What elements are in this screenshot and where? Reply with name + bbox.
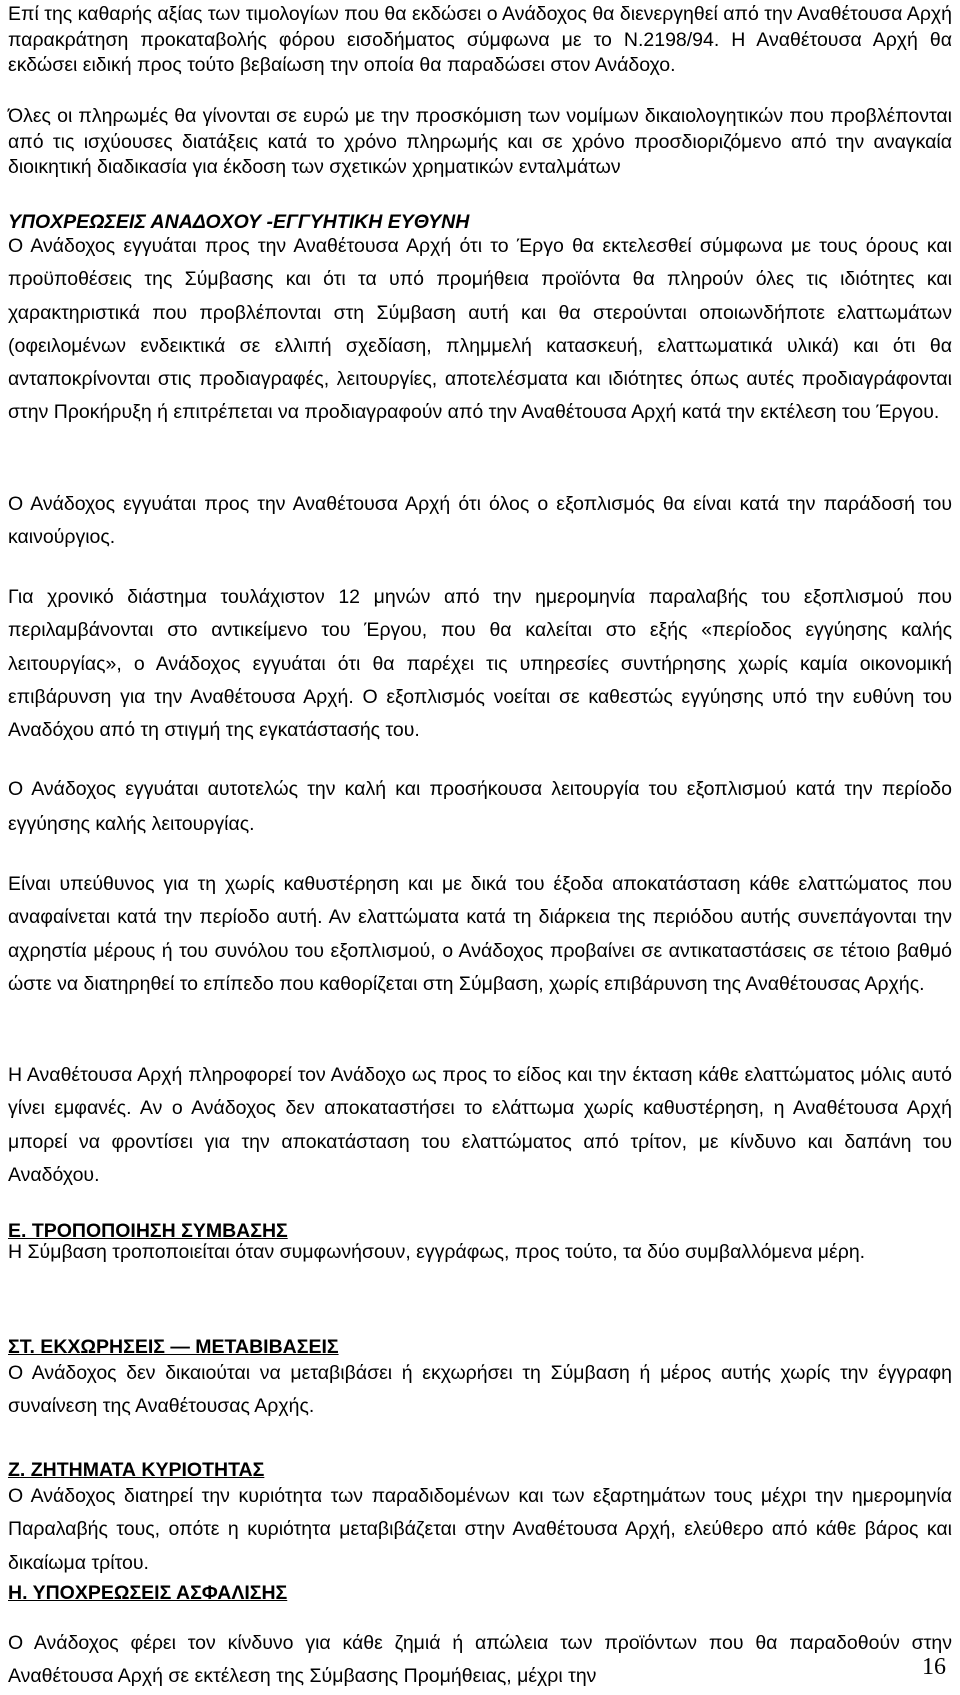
notification-paragraph: Η Αναθέτουσα Αρχή πληροφορεί τον Ανάδοχο ως προς το είδος και την έκταση κάθε ελαττώματος μόλις αυτό γίνει εμφανές. Αν ο Ανάδοχος δεν αποκαταστήσει το ελάττωμα χωρίς καθυστέρηση, η Αναθέτουσα Αρχή μπορεί να φροντίσει για την αποκατάσταση του ελαττώματος από τρίτον, με κίνδυνο και δαπάνη του Αναδόχου. <box>8 1064 952 1186</box>
autonomous-guarantee-paragraph: Ο Ανάδοχος εγγυάται αυτοτελώς την καλή και προσήκουσα λειτουργία του εξοπλισμού κατά την περίοδο εγγύησης καλής λειτουργίας. <box>8 778 952 835</box>
new-equipment-paragraph: Ο Ανάδοχος εγγυάται προς την Αναθέτουσα Αρχή ότι όλος ο εξοπλισμός θα είναι κατά την παράδοσή του καινούργιος. <box>8 493 952 549</box>
intro-paragraph: Επί της καθαρής αξίας των τιμολογίων που θα εκδώσει ο Ανάδοχος θα διενεργηθεί από την Αναθέτουσα Αρχή παρακράτηση προκαταβολής φόρου εισοδήματος σύμφωνα με το Ν.2198/94. Η Αναθέτουσα Αρχή θα εκδώσει ειδική προς τούτο βεβαίωση την οποία θα παραδώσει στον Ανάδοχο. <box>8 3 952 76</box>
warranty-period-paragraph: Για χρονικό διάστημα τουλάχιστον 12 μηνών από την ημερομηνία παραλαβής του εξοπλισμού που περιλαμβάνονται στο αντικείμενο του Έργου, που θα καλείται στο εξής «περίοδος εγγύησης καλής λειτουργίας», ο Ανάδοχος εγγυάται ότι θα παρέχει τις υπηρεσίες συντήρησης χωρίς καμία οικονομική επιβάρυνση για την Αναθέτουσα Αρχή. Ο εξοπλισμός νοείται σε καθεστώς εγγύησης υπό την ευθύνη του Αναδόχου από τη στιγμή της εγκατάστασής του. <box>8 586 952 742</box>
section-z-paragraph: Ο Ανάδοχος διατηρεί την κυριότητα των παραδιδομένων και των εξαρτημάτων τους μέχρι την ημερομηνία Παραλαβής τους, οπότε η κυριότητα μεταβιβάζεται στην Αναθέτουσα Αρχή, ελεύθερο από κάθε βάρος και δικαίωμα τρίτου. <box>8 1485 952 1574</box>
section-st-heading: ΣΤ. ΕΚΧΩΡΗΣΕΙΣ — ΜΕΤΑΒΙΒΑΣΕΙΣ <box>8 1336 339 1358</box>
section-e-heading: Ε. ΤΡΟΠΟΠΟΙΗΣΗ ΣΥΜΒΑΣΗΣ <box>8 1220 288 1242</box>
payments-paragraph: Όλες οι πληρωμές θα γίνονται σε ευρώ με την προσκόμιση των νομίμων δικαιολογητικών που προβλέπονται από τις ισχύουσες διατάξεις κατά το χρόνο πληρωμής και σε χρόνο προσδιοριζόμενο από την αναγκαία διοικητική διαδικασία για έκδοση των σχετικών χρηματικών ενταλμάτων <box>8 105 952 178</box>
section-h-heading: Η. ΥΠΟΧΡΕΩΣΕΙΣ ΑΣΦΑΛΙΣΗΣ <box>8 1582 288 1604</box>
section-h-paragraph: Ο Ανάδοχος φέρει τον κίνδυνο για κάθε ζημιά ή απώλεια των προϊόντων που θα παραδοθούν στην Αναθέτουσα Αρχή σε εκτέλεση της Σύμβασης Προμήθειας, μέχρι την <box>8 1632 952 1688</box>
obligations-heading: ΥΠΟΧΡΕΩΣΕΙΣ ΑΝΑΔΟΧΟΥ -ΕΓΓΥΗΤΙΚΗ ΕΥΘΥΝΗ <box>8 211 470 233</box>
section-st-paragraph: Ο Ανάδοχος δεν δικαιούται να μεταβιβάσει ή εκχωρήσει τη Σύμβαση ή μέρος αυτής χωρίς την έγγραφη συναίνεση της Αναθέτουσας Αρχής. <box>8 1362 952 1417</box>
defect-repair-paragraph: Είναι υπεύθυνος για τη χωρίς καθυστέρηση και με δικά του έξοδα αποκατάσταση κάθε ελαττώματος που αναφαίνεται κατά την περίοδο αυτή. Αν ελαττώματα κατά τη διάρκεια της περιόδου αυτής συνεπάγονται την αχρηστία μέρους ή του συνόλου του εξοπλισμού, ο Ανάδοχος προβαίνει σε αντικαταστάσεις σε τέτοιο βαθμό ώστε να διατηρηθεί το επίπεδο που καθορίζεται στη Σύμβαση, χωρίς επιβάρυνση της Αναθέτουσας Αρχής. <box>8 873 952 995</box>
page-number: 16 <box>922 1654 946 1680</box>
section-z-heading: Ζ. ΖΗΤΗΜΑΤΑ ΚΥΡΙΟΤΗΤΑΣ <box>8 1459 265 1481</box>
obligations-paragraph: Ο Ανάδοχος εγγυάται προς την Αναθέτουσα Αρχή ότι το Έργο θα εκτελεσθεί σύμφωνα με τους όρους και προϋποθέσεις της Σύμβασης και ότι τα υπό προμήθεια προϊόντα θα πληρούν όλες τις ιδιότητες και χαρακτηριστικά που προβλέπονται στη Σύμβαση αυτή και θα στερούνται οποιωνδήποτε ελαττωμάτων (οφειλομένων ενδεικτικά σε ελλιπή σχεδίαση, πλημμελή κατασκευή, ελαττωματικά υλικά) και ότι θα ανταποκρίνονται στις προδιαγραφές, λειτουργίες, αποτελέσματα και ιδιότητες όπως αυτές προδιαγράφονται στην Προκήρυξη ή επιτρέπεται να προδιαγραφούν από την Αναθέτουσα Αρχή κατά την εκτέλεση του Έργου. <box>8 235 952 424</box>
section-e-paragraph: Η Σύμβαση τροποποιείται όταν συμφωνήσουν, εγγράφως, προς τούτο, τα δύο συμβαλλόμενα μέρη. <box>8 1241 866 1263</box>
